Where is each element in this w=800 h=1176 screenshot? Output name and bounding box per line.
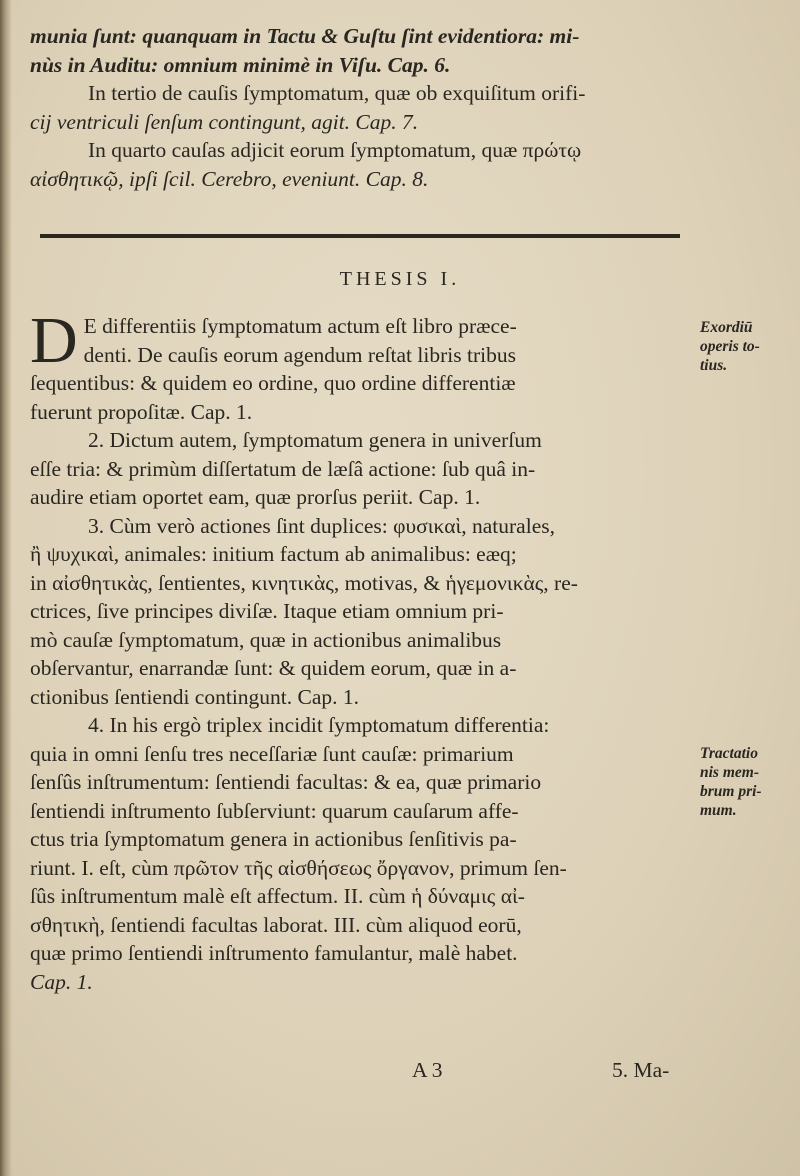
text-line: ctrices, ſive principes diviſæ. Itaque etiam omnium pri- — [30, 599, 504, 623]
page-binding-edge — [0, 0, 12, 1176]
text-line: audire etiam oportet eam, quæ prorſus periit. Cap. 1. — [30, 485, 481, 509]
text-line: 2. Dictum autem, ſymptomatum genera in univerſum — [88, 428, 542, 452]
margin-note-line: tius. — [700, 357, 728, 374]
text-line: riunt. I. eſt, cùm πρῶτον τῆς αἰσθήσεως ὄργανον, primum ſen- — [30, 855, 567, 880]
text-line: ctionibus ſentiendi contingunt. Cap. 1. — [30, 684, 360, 709]
text-line: fuerunt propoſitæ. Cap. 1. — [30, 399, 253, 424]
margin-note-line: nis mem- — [700, 764, 759, 781]
text-line: 4. In his ergò triplex incidit ſymptomatum differentia: — [88, 713, 550, 737]
text-line: nùs in Auditu: omnium minimè in Viſu. Cap. 6. — [30, 52, 451, 77]
margin-note-line: Tractatio — [700, 745, 758, 762]
margin-note-line: brum pri- — [700, 783, 762, 800]
text-line: ctus tria ſymptomatum genera in actionibus ſenſitivis pa- — [30, 827, 517, 851]
text-line: quæ primo ſentiendi inſtrumento famulantur, malè habet. — [30, 941, 518, 965]
text-line: ſentiendi inſtrumento ſubſerviunt: quarum cauſarum affe- — [30, 798, 519, 823]
drop-capital: D — [30, 304, 78, 377]
top-text-block — [30, 22, 692, 193]
text-line: denti. De cauſis eorum agendum reſtat libris tribus — [83, 342, 516, 367]
text-line: mò cauſæ ſymptomatum, quæ in actionibus animalibus — [30, 627, 502, 652]
thesis-heading: THESIS I. — [339, 268, 461, 290]
margin-note-line: operis to- — [700, 338, 760, 355]
section-rule — [40, 234, 680, 238]
text-line: eſſe tria: & primùm diſſertatum de læſâ actione: ſub quâ in- — [30, 456, 536, 481]
thesis-body — [30, 304, 692, 996]
text-line: quia in omni ſenſu tres neceſſariæ ſunt cauſæ: primarium — [30, 741, 514, 766]
text-line: In quarto cauſas adjicit eorum ſymptomatum, quæ πρώτῳ — [88, 138, 582, 162]
text-line: σθητικὴ, ſentiendi facultas laborat. III. cùm aliquod eorū, — [30, 912, 522, 937]
text-line: ſenſûs inſtrumentum: ſentiendi facultas: & ea, quæ primario — [30, 770, 542, 794]
text-line: cij ventriculi ſenſum contingunt, agit. Cap. 7. — [30, 109, 419, 134]
text-line: ſequentibus: & quidem eo ordine, quo ordine differentiæ — [30, 371, 516, 395]
text-line: In tertio de cauſis ſymptomatum, quæ ob exquiſitum orifi- — [88, 81, 586, 105]
page-footer — [0, 1058, 800, 1088]
text-line: obſervantur, enarrandæ ſunt: & quidem eorum, quæ in a- — [30, 656, 517, 680]
text-line: ſûs inſtrumentum malè eſt affectum. II. cùm ἡ δύναμις αἰ- — [30, 884, 525, 908]
margin-note-line: mum. — [700, 802, 737, 819]
margin-note-exordium — [700, 318, 795, 375]
margin-note-line: Exordiū — [700, 319, 753, 336]
text-line: in αἰσθητικὰς, ſentientes, κινητικὰς, motivas, & ἡγεμονικὰς, re- — [30, 570, 578, 595]
text-line: E differentiis ſymptomatum actum eſt libro præce- — [83, 314, 517, 338]
margin-note-tractatio — [700, 744, 795, 820]
signature-mark: A 3 — [412, 1058, 443, 1082]
text-line: Cap. 1. — [30, 969, 93, 994]
text-line: ἢ ψυχικαὶ, animales: initium factum ab animalibus: eæq; — [30, 542, 517, 566]
text-line: αἰσθητικῷ, ipſi ſcil. Cerebro, eveniunt. Cap. 8. — [30, 166, 429, 191]
catchword: 5. Ma- — [612, 1058, 670, 1082]
text-line: munia ſunt: quanquam in Tactu & Guſtu ſint evidentiora: mi- — [30, 24, 580, 48]
text-line: 3. Cùm verò actiones ſint duplices: φυσικαὶ, naturales, — [88, 513, 555, 538]
